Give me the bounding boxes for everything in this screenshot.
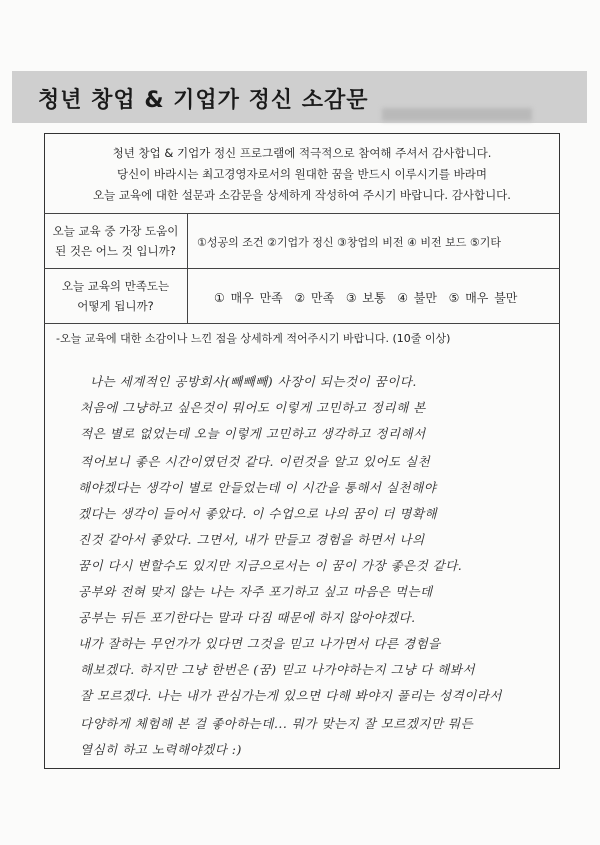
intro-line: 당신이 바라시는 최고경영자로서의 원대한 꿈을 반드시 이루시기를 바라며	[117, 167, 487, 181]
q2-option-3[interactable]: ③ 보통	[345, 291, 386, 305]
essay-line: 공부는 뒤든 포기한다는 말과 다짐 때문에 하지 않아야겠다.	[78, 610, 416, 625]
intro-line: 오늘 교육에 대한 설문과 소감문을 상세하게 작성하여 주시기 바랍니다. 감사합니다.	[93, 188, 511, 202]
essay-line: 꿈이 다시 변할수도 있지만 지금으로서는 이 꿈이 가장 좋은것 같다.	[78, 558, 463, 573]
intro-text	[44, 143, 560, 206]
essay-line: 다양하게 체험해 본 걸 좋아하는데... 뭐가 맞는지 잘 모르겠지만 뭐든	[80, 716, 474, 731]
divider	[44, 213, 560, 214]
essay-line: 적은 별로 없었는데 오늘 이렇게 고민하고 생각하고 정리해서	[80, 426, 426, 441]
q1-option-5[interactable]: ⑤기타	[469, 236, 501, 249]
column-divider	[187, 213, 188, 323]
essay-line: 적어보니 좋은 시간이였던것 같다. 이런것을 알고 있어도 실천	[80, 454, 431, 469]
essay-line: 나는 세계적인 공방회사(빼빼빼) 사장이 되는것이 꿈이다.	[90, 374, 417, 389]
q2-option-4[interactable]: ④ 불만	[397, 291, 437, 305]
q1-option-2[interactable]: ②기업가 정신	[267, 236, 334, 249]
essay-line: 진것 같아서 좋았다. 그면서, 내가 만들고 경험을 하면서 나의	[78, 532, 425, 547]
q2-options[interactable]	[214, 289, 517, 306]
essay-line: 공부와 전혀 맞지 않는 나는 자주 포기하고 싶고 마음은 먹는데	[78, 584, 433, 599]
q2-question: 오늘 교육의 만족도는 어떻게 됩니까?	[61, 279, 170, 313]
q1-options[interactable]	[197, 234, 501, 250]
divider	[44, 268, 560, 269]
page-title: 청년 창업 & 기업가 정신 소감문	[38, 88, 369, 113]
divider	[44, 323, 560, 324]
essay-line: 내가 잘하는 무언가가 있다면 그것을 믿고 나가면서 다른 경험을	[78, 636, 441, 651]
q2-option-5[interactable]: ⑤ 매우 불만	[448, 291, 518, 305]
q2-option-2[interactable]: ② 만족	[294, 291, 335, 305]
q1-option-1[interactable]: ①성공의 조건	[197, 236, 264, 249]
redacted-name	[382, 108, 532, 121]
essay-line: 해야겠다는 생각이 별로 안들었는데 이 시간을 통해서 실천해야	[78, 480, 437, 495]
q1-option-3[interactable]: ③창업의 비전	[337, 236, 404, 249]
essay-prompt: -오늘 교육에 대한 소감이나 느낀 점을 상세하게 적어주시기 바랍니다. (10줄 이상)	[56, 332, 451, 345]
essay-line: 해보겠다. 하지만 그냥 한번은 (꿈) 믿고 나가야하는지 그냥 다 해봐서	[80, 662, 476, 677]
essay-line: 열심히 하고 노력해야겠다 :)	[80, 742, 242, 757]
q2-option-1[interactable]: ① 매우 만족	[214, 291, 283, 305]
essay-line: 처음에 그냥하고 싶은것이 뭐어도 이렇게 고민하고 정리해 본	[80, 400, 426, 415]
essay-line: 잘 모르겠다. 나는 내가 관심가는게 있으면 다해 봐야지 풀리는 성격이라서	[80, 688, 502, 703]
q1-question: 오늘 교육 중 가장 도움이 된 것은 어느 것 입니까?	[52, 224, 179, 258]
intro-line: 청년 창업 & 기업가 정신 프로그램에 적극적으로 참여해 주셔서 감사합니다.	[112, 146, 492, 160]
essay-line: 겠다는 생각이 들어서 좋았다. 이 수업으로 나의 꿈이 더 명확해	[78, 506, 438, 521]
q1-option-4[interactable]: ④ 비전 보드	[407, 236, 467, 249]
